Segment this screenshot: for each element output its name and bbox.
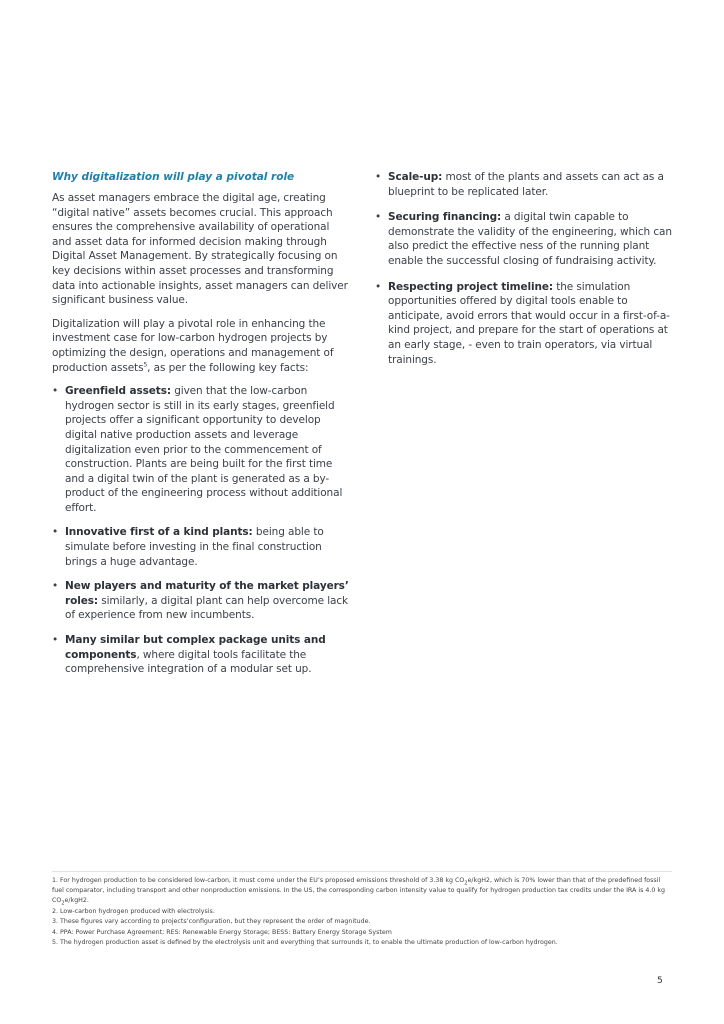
list-item-title: Greenfield assets: (65, 385, 171, 398)
bullet-icon: • (375, 211, 382, 224)
list-item-text: given that the low-carbon hydrogen sector is still in its early stages, greenfield projects offer a significant opportunity to develop digital native production assets and leverage digitalization even prior to the commencement of construction. Plants are being built for the first time and a digital twin of the plant is generated as a by-product of the engineering process without additional effort. (65, 385, 343, 514)
footnote-1 (52, 876, 672, 906)
list-item-title: Many similar but complex package units and components (65, 634, 326, 661)
right-column (375, 170, 673, 378)
list-item-text: the simulation opportunities offered by digital tools enable to anticipate, avoid errors that would occur in a first-of-a-kind project, and prepare for the start of operations at an early stage, - even to train operators, via virtual trainings. (388, 280, 670, 366)
list-item-timeline (375, 280, 673, 368)
bullet-icon: • (375, 280, 382, 293)
bullet-icon: • (52, 385, 59, 398)
list-item-text: most of the plants and assets can act as a blueprint to be replicated later. (388, 171, 664, 198)
benefits-list (375, 170, 673, 367)
list-item-title: Scale-up: (388, 171, 443, 183)
key-facts-list (52, 384, 352, 677)
bullet-icon: • (52, 580, 59, 593)
footnote-divider (52, 871, 672, 872)
subscript: 2 (464, 880, 468, 887)
footnote-5: 5. The hydrogen production asset is defined by the electrolysis unit and everything that surrounds it, to enable the ultimate production of low-carbon hydrogen. (52, 939, 558, 946)
list-item-text: , where digital tools facilitate the comprehensive integration of a modular set up. (65, 648, 312, 676)
list-item-scale-up (375, 170, 673, 199)
list-item-text: similarly, a digital plant can help overcome lack of experience from new incumbents. (65, 594, 349, 622)
footnote-1-text-b: e/kgH2, which is 70% lower than that of the predefined fossil fuel comparator, including transport and other nonproduction emissions. In the US, the corresponding carbon intensity value to qualify for hydrogen production tax credits under the IRA is 4.0 kg CO (52, 877, 666, 904)
footnote-2: 2. Low-carbon hydrogen produced with electrolysis. (52, 907, 215, 915)
footnote-4: 4. PPA: Power Purchase Agreement; RES: Renewable Energy Storage; BESS: Battery Energy Storage System (52, 928, 392, 936)
footnote-1-text-c: e/kgH2. (64, 897, 89, 904)
list-item-title: Securing financing: (388, 211, 502, 224)
list-item-first-of-a-kind (52, 525, 352, 569)
footnote-ref-5[interactable]: 5 (143, 361, 148, 369)
list-item-package-units (52, 633, 352, 677)
bullet-icon: • (375, 171, 382, 183)
left-column (52, 170, 352, 687)
intro-paragraph: As asset managers embrace the digital age, creating “digital native” assets becomes crucial. This approach ensures the comprehensive availability of operational and asset data for informed decision making through Digital Asset Management. By strategically focusing on key decisions within asset processes and transforming data into actionable insights, asset managers can deliver significant business value. (52, 192, 348, 307)
page-number: 5 (657, 976, 663, 986)
bullet-icon: • (52, 526, 59, 539)
footnote-1-text-a: 1. For hydrogen production to be considered low-carbon, it must come under the EU’s proposed emissions threshold of 3.38 kg CO (52, 877, 465, 884)
list-item-new-players (52, 579, 352, 623)
subscript: 2 (61, 900, 65, 907)
para2-tail: , as per the following key facts: (147, 361, 309, 374)
footnote-3: 3. These figures vary according to projects’configuration, but they represent the order of magnitude. (52, 918, 371, 925)
footnotes (52, 876, 672, 949)
list-item-title: Innovative first of a kind plants: (65, 526, 253, 539)
list-item-title: New players and maturity of the market players’ roles: (65, 580, 349, 607)
list-item-greenfield (52, 384, 352, 515)
list-item-text: being able to simulate before investing in the final construction brings a huge advantage. (65, 526, 324, 568)
para2-text: Digitalization will play a pivotal role in enhancing the investment case for low-carbon hydrogen projects by optimizing the design, operations and management of production assets (52, 317, 334, 374)
list-item-financing (375, 210, 673, 268)
section-heading: Why digitalization will play a pivotal role (52, 171, 295, 183)
list-item-title: Respecting project timeline: (388, 280, 553, 293)
list-item-text: a digital twin capable to demonstrate the validity of the engineering, which can also predict the effective ness of the running plant enable the successful closing of fundraising activity. (388, 211, 672, 267)
pivotal-role-paragraph (52, 317, 352, 375)
bullet-icon: • (52, 634, 59, 647)
